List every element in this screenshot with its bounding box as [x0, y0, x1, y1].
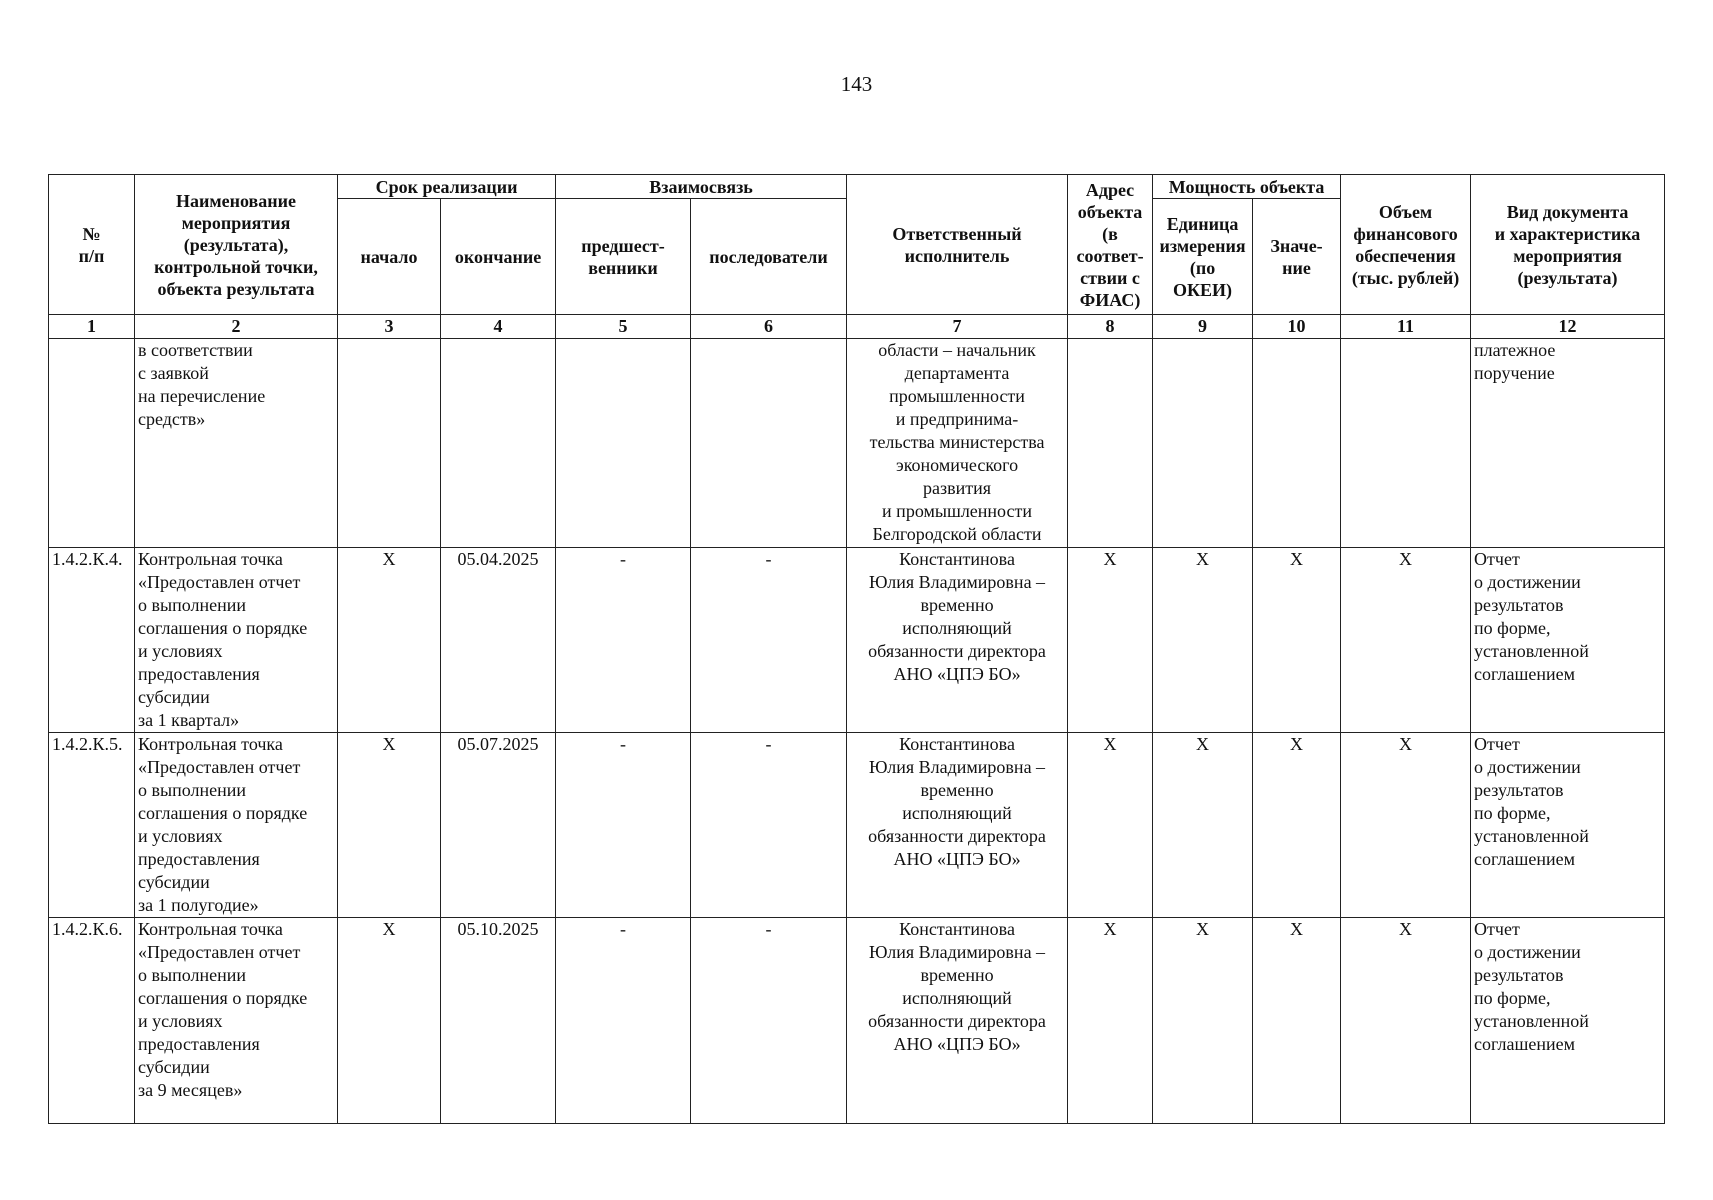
cell-successors: -	[691, 918, 847, 1124]
cell-num: 1.4.2.К.6.	[49, 918, 135, 1124]
header-address: Адрес объекта (в соответ- ствии с ФИАС)	[1068, 175, 1153, 315]
cell-successors: -	[691, 733, 847, 918]
cell-predecessors: -	[556, 918, 691, 1124]
cell-end: 05.07.2025	[441, 733, 556, 918]
cell-doc-type: Отчет о достижении результатов по форме, установленной соглашением	[1471, 918, 1665, 1124]
cell-responsible: области – начальник департамента промышленности и предпринима- тельства министерства экономического развития и промышленности Белгородской области	[847, 339, 1068, 548]
cell-end: 05.04.2025	[441, 548, 556, 733]
cell-value	[1253, 339, 1341, 548]
cell-address: Х	[1068, 918, 1153, 1124]
cell-end	[441, 339, 556, 548]
cell-predecessors	[556, 339, 691, 548]
column-number: 6	[691, 315, 847, 339]
cell-num	[49, 339, 135, 548]
column-number: 2	[135, 315, 338, 339]
header-value: Значе- ние	[1253, 199, 1341, 315]
header-finance: Объем финансового обеспечения (тыс. рублей)	[1341, 175, 1471, 315]
header-responsible: Ответственный исполнитель	[847, 175, 1068, 315]
cell-value: Х	[1253, 548, 1341, 733]
header-name: Наименование мероприятия (результата), контрольной точки, объекта результата	[135, 175, 338, 315]
cell-predecessors: -	[556, 733, 691, 918]
header-capacity-group: Мощность объекта	[1153, 175, 1341, 199]
cell-unit: Х	[1153, 548, 1253, 733]
cell-finance	[1341, 339, 1471, 548]
cell-doc-type: Отчет о достижении результатов по форме, установленной соглашением	[1471, 548, 1665, 733]
cell-value: Х	[1253, 918, 1341, 1124]
cell-doc-type: Отчет о достижении результатов по форме, установленной соглашением	[1471, 733, 1665, 918]
cell-address: Х	[1068, 733, 1153, 918]
cell-unit	[1153, 339, 1253, 548]
cell-doc-type: платежное поручение	[1471, 339, 1665, 548]
table-body	[49, 339, 1665, 1124]
header-term-end: окончание	[441, 199, 556, 315]
cell-unit: Х	[1153, 918, 1253, 1124]
cell-start: Х	[338, 548, 441, 733]
cell-num: 1.4.2.К.5.	[49, 733, 135, 918]
cell-name: в соответствии с заявкой на перечисление средств»	[135, 339, 338, 548]
cell-finance: Х	[1341, 548, 1471, 733]
table-row	[49, 733, 1665, 918]
cell-responsible: Константинова Юлия Владимировна – временно исполняющий обязанности директора АНО «ЦПЭ БО»	[847, 733, 1068, 918]
table-row	[49, 918, 1665, 1124]
cell-address: Х	[1068, 548, 1153, 733]
header-term-group: Срок реализации	[338, 175, 556, 199]
cell-start	[338, 339, 441, 548]
column-number: 3	[338, 315, 441, 339]
header-predecessors: предшест- венники	[556, 199, 691, 315]
column-number: 8	[1068, 315, 1153, 339]
cell-value: Х	[1253, 733, 1341, 918]
cell-finance: Х	[1341, 733, 1471, 918]
table-header	[49, 175, 1665, 339]
column-number: 12	[1471, 315, 1665, 339]
cell-start: Х	[338, 918, 441, 1124]
cell-name: Контрольная точка «Предоставлен отчет о выполнении соглашения о порядке и условиях предоставления субсидии за 1 квартал»	[135, 548, 338, 733]
cell-name: Контрольная точка «Предоставлен отчет о выполнении соглашения о порядке и условиях предоставления субсидии за 1 полугодие»	[135, 733, 338, 918]
column-number: 10	[1253, 315, 1341, 339]
cell-predecessors: -	[556, 548, 691, 733]
cell-end: 05.10.2025	[441, 918, 556, 1124]
activities-table	[48, 174, 1665, 1124]
column-numbers-row	[49, 315, 1665, 339]
column-number: 11	[1341, 315, 1471, 339]
column-number: 1	[49, 315, 135, 339]
table-row	[49, 548, 1665, 733]
cell-num: 1.4.2.К.4.	[49, 548, 135, 733]
header-doc-type: Вид документа и характеристика мероприятия (результата)	[1471, 175, 1665, 315]
cell-name: Контрольная точка «Предоставлен отчет о выполнении соглашения о порядке и условиях предоставления субсидии за 9 месяцев»	[135, 918, 338, 1124]
header-link-group: Взаимосвязь	[556, 175, 847, 199]
header-unit: Единица измерения (по ОКЕИ)	[1153, 199, 1253, 315]
header-successors: последователи	[691, 199, 847, 315]
cell-unit: Х	[1153, 733, 1253, 918]
column-number: 9	[1153, 315, 1253, 339]
cell-finance: Х	[1341, 918, 1471, 1124]
column-number: 4	[441, 315, 556, 339]
cell-responsible: Константинова Юлия Владимировна – временно исполняющий обязанности директора АНО «ЦПЭ БО»	[847, 918, 1068, 1124]
cell-start: Х	[338, 733, 441, 918]
header-term-start: начало	[338, 199, 441, 315]
cell-responsible: Константинова Юлия Владимировна – временно исполняющий обязанности директора АНО «ЦПЭ БО»	[847, 548, 1068, 733]
header-num: № п/п	[49, 175, 135, 315]
cell-successors	[691, 339, 847, 548]
cell-address	[1068, 339, 1153, 548]
cell-successors: -	[691, 548, 847, 733]
page-number: 143	[840, 72, 873, 96]
column-number: 7	[847, 315, 1068, 339]
table-row	[49, 339, 1665, 548]
column-number: 5	[556, 315, 691, 339]
